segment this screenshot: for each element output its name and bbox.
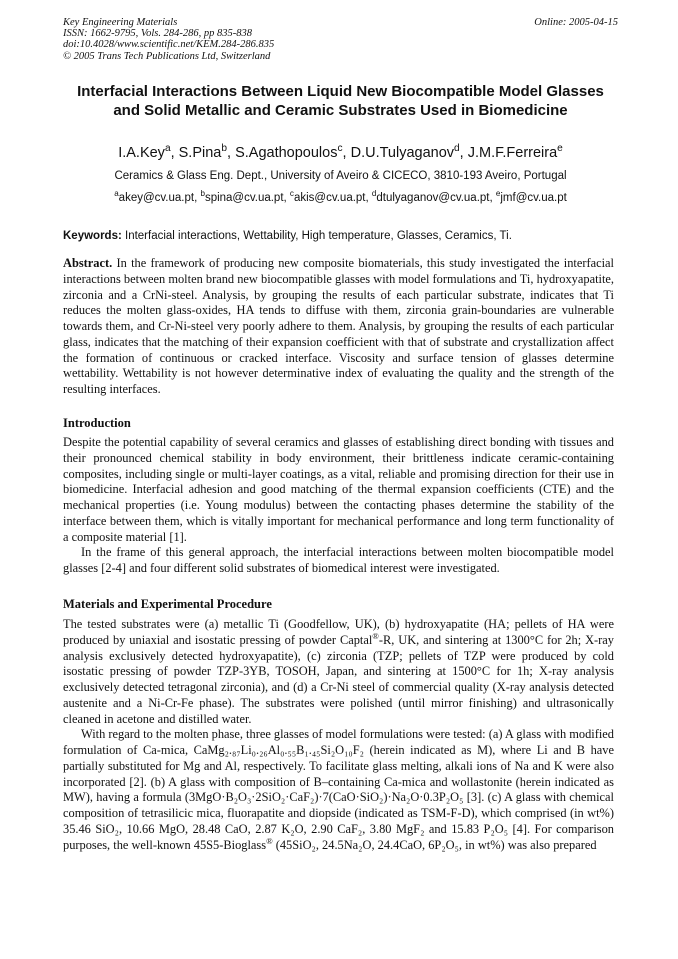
keywords — [63, 229, 623, 243]
email-address[interactable]: akis@cv.ua.pt — [293, 192, 366, 204]
paragraph — [63, 617, 614, 727]
abstract — [63, 256, 614, 398]
abstract-text: In the framework of producing new composite biomaterials, this study investigated the interfacial interactions between molten brand new biocompatible glasses with model formulations and Ti, hydroxyapatite, zirconia and a CrNi-steel. Analysis, by grouping the results of each particular substrate, indicates that Ti reduces the molten glass-oxides, HA tends to diffuse with them, zirconia grain-boundaries are vulnerable towards them, and Cr-Ni-steel very poorly adhere to them. Analysis, by grouping the results of each particular glass, indicates that the matching of their expansion coefficient with that of substrate and crystallization affect the formation of continuous or cracked interface. Viscosity and surface tension of glasses determine wettability. Wettability is not however determinative index of evaluating the quality and the strength of the resulting interfaces. — [63, 256, 614, 396]
paragraph: Despite the potential capability of several ceramics and glasses of establishing direct bonding with tissues and their pronounced chemical stability in body environment, their brittleness indicate ceramic-containing composites, including single or multi-layer coatings, as a vital, reliable and promising direction for their use in biomedicine. Interfacial adhesion and good matching of the thermal expansion coefficients (CTE) and the mechanical properties (i.e. Young modulus) between the contacting phases determine the stability of the interface between them, which is vitally important for mechanical performance and long term functionality of a composite material [1]. — [63, 435, 614, 544]
email-address[interactable]: jmf@cv.ua.pt — [500, 192, 567, 204]
author-list — [63, 144, 618, 162]
email-mark: d — [371, 189, 377, 199]
abstract-label: Abstract. — [63, 256, 113, 270]
paragraph: In the frame of this general approach, the interfacial interactions between molten biocompatible model glasses [2-4] and four different solid substrates of biomedical interest were investigated. — [63, 545, 614, 575]
text-run: With regard to the molten phase, three glasses of model formulations were tested: (a) A glass with modified formulation of Ca-mica, — [63, 727, 614, 757]
email-mark: e — [495, 189, 501, 199]
doi-line[interactable]: doi:10.4028/www.scientific.net/KEM.284-286.835 — [63, 39, 275, 51]
author-name: S.Pina — [178, 145, 222, 161]
affiliation: Ceramics & Glass Eng. Dept., University of Aveiro & CICECO, 3810-193 Aveiro, Portugal — [114, 170, 567, 182]
section-heading-introduction: Introduction — [63, 416, 131, 430]
email-address[interactable]: spina@cv.ua.pt — [204, 192, 284, 204]
paragraph — [63, 727, 614, 853]
separator: , — [342, 145, 351, 161]
formula-mw: (3MgO·B₂O₃·2SiO₂·CaF₂)·7(CaO·SiO₂)·Na₂O·0.3P₂O₅ — [184, 790, 464, 805]
text-run: [3]. (c) A glass with chemical composition of tetrasilicic mica, fluorapatite and diopside (indicated as TSM-F-D), which comprised (in wt%) 35.46 SiO₂, 10.66 MgO, 28.48 CaO, 2.87 K₂O, 2.90 CaF₂, 3.80 MgF₂ and 15.83 P₂O₅ [4]. For comparison purposes, the well-known 45S5-Bioglass — [63, 790, 614, 852]
separator: , — [170, 145, 179, 161]
issn-line: ISSN: 1662-9795, Vols. 284-286, pp 835-838 — [63, 28, 252, 40]
text-run: (45SiO₂, 24.5Na₂O, 24.4CaO, 6P₂O₅, in wt%) was also prepared — [272, 837, 597, 852]
author-mark: b — [221, 143, 228, 155]
materials-body — [63, 617, 614, 853]
author-mark: a — [164, 143, 171, 155]
author-mark: e — [557, 143, 563, 155]
email-address[interactable]: dtulyaganov@cv.ua.pt — [376, 192, 490, 204]
registered-mark: ® — [266, 835, 273, 846]
author-name: I.A.Key — [118, 145, 165, 161]
keywords-label: Keywords: — [63, 230, 122, 242]
formula-m: CaMg₂.₈₇Li₀.₂₆Al₀.₅₅B₁.₄₅Si₂O₁₀F₂ — [193, 743, 364, 757]
registered-mark: ® — [372, 630, 379, 641]
author-name: J.M.F.Ferreira — [467, 145, 558, 161]
text-run: The tested substrates were (a) metallic Ti (Goodfellow, UK), (b) hydroxyapatite (HA; pellets of HA were produced by uniaxial and isostatic pressing of powder Captal — [63, 617, 614, 647]
separator: , — [459, 145, 468, 161]
email-mark: a — [114, 189, 119, 199]
email-mark: b — [200, 189, 205, 199]
section-heading-materials: Materials and Experimental Procedure — [63, 597, 272, 611]
journal-header — [63, 17, 618, 62]
paper-title: Interfacial Interactions Between Liquid New Biocompatible Model Glasses and Solid Metallic and Ceramic Substrates Used in Biomedicine — [77, 83, 604, 119]
journal-name: Key Engineering Materials — [63, 17, 178, 28]
separator: , — [227, 145, 236, 161]
author-name: S.Agathopoulos — [235, 145, 338, 161]
keywords-text: Interfacial interactions, Wettability, High temperature, Glasses, Ceramics, Ti. — [125, 230, 512, 242]
text-run: -R, UK, and sintering at 1300°C for 2h; X-ray analysis exclusively detected hydroxyapatite), (c) zirconia (TZP; pellets of TZP were produced by cold isostatic pressing of powder TZP-3YB, TOSOH, Japan, and sintering at 1500°C for 1h; X-ray analysis exclusively detected tetragonal zirconia), and (d) a Cr-Ni steel of commercial quality (X-ray analysis detected austenite and a Ni-Cr-Fe phase). The substrates were polished (until mirror finishing) and ultrasonically cleaned in acetone and distilled water. — [63, 632, 614, 726]
online-date: Online: 2005-04-15 — [534, 17, 618, 28]
separator: , — [365, 192, 372, 204]
introduction-body — [63, 435, 614, 577]
email-mark: c — [289, 189, 294, 199]
author-mark: d — [454, 143, 460, 155]
separator: , — [489, 192, 496, 204]
text-run: (herein indicated as M), where Li and B have partially substituted for Mg and Al, respectively. To facilitate glass melting, alkali ions of Na and K were also incorporated [2]. (b) A glass with composition of B–containing Ca-mica and wollastonite (herein indicated as MW), having a formula — [63, 743, 615, 805]
email-address[interactable]: akey@cv.ua.pt — [118, 192, 195, 204]
author-mark: c — [337, 143, 343, 155]
copyright-line: © 2005 Trans Tech Publications Ltd, Switzerland — [63, 50, 271, 62]
separator: , — [283, 192, 290, 204]
author-name: D.U.Tulyaganov — [350, 145, 455, 161]
separator: , — [194, 192, 201, 204]
email-list — [63, 191, 618, 205]
